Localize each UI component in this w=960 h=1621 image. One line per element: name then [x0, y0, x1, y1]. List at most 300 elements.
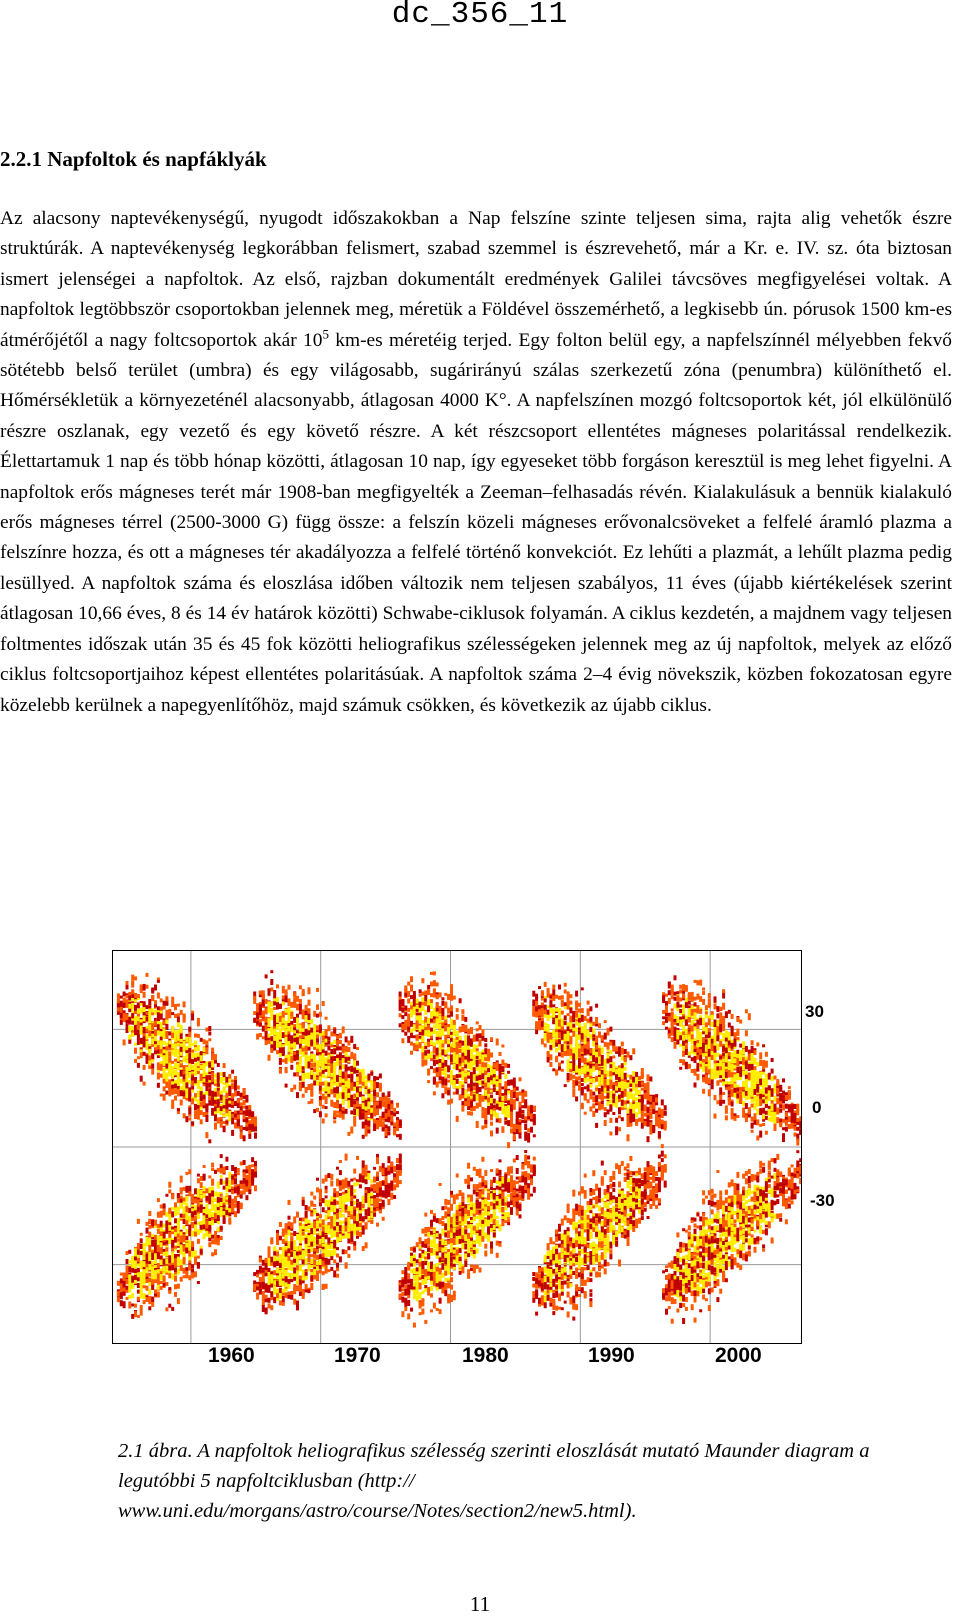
- sunspot-mark-cycle-1: [165, 1221, 168, 1227]
- sunspot-mark-cycle-1: [223, 1063, 226, 1068]
- sunspot-mark-cycle-2: [273, 1297, 276, 1303]
- sunspot-mark-cycle-3: [424, 1277, 427, 1282]
- sunspot-mark-cycle-2: [276, 1252, 279, 1257]
- sunspot-mark-cycle-2: [333, 1259, 336, 1263]
- sunspot-mark-cycle-2: [322, 1036, 325, 1041]
- sunspot-mark-cycle-1: [180, 1214, 183, 1218]
- sunspot-mark-cycle-1: [211, 1102, 214, 1106]
- sunspot-mark-cycle-3: [436, 982, 439, 986]
- sunspot-mark-cycle-3: [421, 978, 424, 983]
- sunspot-mark-cycle-1: [151, 1053, 154, 1059]
- sunspot-mark-cycle-1: [251, 1157, 254, 1162]
- sunspot-mark-cycle-2: [316, 1069, 319, 1075]
- sunspot-mark-cycle-2: [353, 1044, 356, 1049]
- sunspot-mark-cycle-3: [413, 1282, 416, 1287]
- sunspot-mark-cycle-2: [373, 1177, 376, 1183]
- sunspot-mark-cycle-1: [220, 1226, 223, 1230]
- sunspot-mark-cycle-1: [237, 1189, 240, 1195]
- sunspot-mark-cycle-1: [154, 1289, 157, 1293]
- sunspot-mark-cycle-1: [165, 1266, 168, 1273]
- sunspot-mark-cycle-3: [436, 1003, 439, 1008]
- sunspot-mark-cycle-2: [325, 1059, 328, 1064]
- sunspot-mark-cycle-1: [217, 1192, 220, 1198]
- sunspot-mark-cycle-1: [188, 1191, 191, 1196]
- sunspot-mark-cycle-1: [217, 1197, 220, 1200]
- sunspot-mark-cycle-1: [168, 1189, 171, 1193]
- sunspot-mark-cycle-1: [191, 1014, 194, 1021]
- sunspot-mark-cycle-1: [174, 1033, 177, 1040]
- sunspot-mark-cycle-2: [282, 1302, 285, 1306]
- sunspot-mark-cycle-1: [237, 1201, 240, 1206]
- sunspot-mark-cycle-3: [441, 1044, 444, 1048]
- sunspot-mark-cycle-2: [302, 1254, 305, 1260]
- sunspot-mark-cycle-1: [191, 1043, 194, 1046]
- sunspot-mark-cycle-2: [273, 1030, 276, 1035]
- sunspot-mark-cycle-2: [299, 985, 302, 989]
- sunspot-mark-cycle-2: [370, 1179, 373, 1183]
- sunspot-mark-cycle-1: [240, 1106, 243, 1110]
- sunspot-mark-cycle-2: [319, 1269, 322, 1273]
- sunspot-mark-cycle-1: [126, 1251, 129, 1255]
- sunspot-mark-cycle-3: [450, 1295, 453, 1302]
- sunspot-mark-cycle-2: [345, 1178, 348, 1184]
- sunspot-mark-cycle-1: [191, 1197, 194, 1203]
- sunspot-mark-cycle-2: [313, 1081, 316, 1086]
- sunspot-mark-cycle-2: [268, 1001, 271, 1007]
- sunspot-mark-cycle-3: [441, 1206, 444, 1210]
- sunspot-mark-cycle-3: [410, 995, 413, 999]
- sunspot-mark-cycle-1: [177, 1298, 180, 1304]
- sunspot-mark-cycle-3: [421, 1250, 424, 1254]
- sunspot-mark-cycle-2: [362, 1135, 365, 1139]
- sunspot-mark-cycle-1: [154, 1010, 157, 1015]
- sunspot-mark-cycle-1: [165, 1282, 168, 1286]
- sunspot-mark-cycle-1: [211, 1197, 214, 1202]
- sunspot-mark-cycle-3: [413, 1035, 416, 1038]
- sunspot-mark-cycle-2: [327, 1045, 330, 1050]
- sunspot-mark-cycle-3: [447, 1207, 450, 1213]
- sunspot-mark-cycle-2: [353, 1201, 356, 1205]
- sunspot-mark-cycle-2: [379, 1073, 382, 1078]
- sunspot-mark-cycle-1: [151, 1284, 154, 1290]
- sunspot-mark-cycle-2: [339, 1065, 342, 1069]
- sunspot-mark-cycle-2: [333, 1111, 336, 1118]
- sunspot-mark-cycle-1: [174, 1258, 177, 1265]
- sunspot-mark-cycle-1: [163, 1006, 166, 1010]
- sunspot-mark-cycle-2: [370, 1212, 373, 1218]
- sunspot-mark-cycle-2: [362, 1178, 365, 1183]
- sunspot-mark-cycle-2: [370, 1094, 373, 1100]
- sunspot-mark-cycle-2: [288, 1056, 291, 1062]
- sunspot-mark-cycle-2: [399, 1134, 402, 1140]
- sunspot-mark-cycle-1: [160, 1205, 163, 1209]
- sunspot-mark-cycle-1: [220, 1091, 223, 1095]
- sunspot-mark-cycle-3: [419, 1301, 422, 1307]
- sunspot-mark-cycle-2: [285, 1252, 288, 1257]
- sunspot-mark-cycle-1: [157, 1062, 160, 1068]
- sunspot-mark-cycle-1: [183, 1074, 186, 1079]
- sunspot-mark-cycle-3: [447, 1254, 450, 1260]
- sunspot-mark-cycle-3: [453, 1228, 456, 1233]
- sunspot-mark-cycle-2: [365, 1193, 368, 1200]
- sunspot-mark-cycle-2: [305, 1015, 308, 1022]
- sunspot-mark-cycle-2: [273, 1247, 276, 1250]
- sunspot-mark-cycle-3: [444, 1223, 447, 1230]
- sunspot-mark-cycle-1: [180, 1188, 183, 1195]
- sunspot-mark-cycle-2: [325, 1246, 328, 1251]
- sunspot-mark-cycle-2: [279, 1254, 282, 1260]
- sunspot-mark-cycle-1: [254, 1172, 257, 1178]
- sunspot-mark-cycle-1: [171, 1256, 174, 1263]
- sunspot-mark-cycle-2: [330, 1049, 333, 1054]
- sunspot-mark-cycle-2: [362, 1160, 365, 1167]
- sunspot-mark-cycle-1: [183, 1268, 186, 1274]
- sunspot-mark-cycle-3: [430, 1220, 433, 1227]
- sunspot-mark-cycle-2: [302, 991, 305, 996]
- sunspot-mark-cycle-2: [365, 1222, 368, 1225]
- sunspot-mark-cycle-2: [279, 1276, 282, 1280]
- sunspot-mark-cycle-3: [430, 1263, 433, 1269]
- sunspot-mark-cycle-2: [313, 1042, 316, 1047]
- sunspot-mark-cycle-2: [387, 1185, 390, 1189]
- sunspot-mark-cycle-1: [168, 1240, 171, 1244]
- sunspot-mark-cycle-3: [410, 1051, 413, 1055]
- sunspot-mark-cycle-1: [137, 1016, 140, 1019]
- sunspot-mark-cycle-1: [174, 1234, 177, 1237]
- sunspot-mark-cycle-2: [305, 1258, 308, 1264]
- sunspot-mark-cycle-1: [197, 1021, 200, 1026]
- sunspot-mark-cycle-3: [441, 1049, 444, 1055]
- sunspot-mark-cycle-2: [336, 1191, 339, 1197]
- sunspot-mark-cycle-1: [171, 1026, 174, 1033]
- sunspot-mark-cycle-1: [143, 992, 146, 998]
- sunspot-mark-cycle-2: [382, 1163, 385, 1169]
- sunspot-mark-cycle-2: [347, 1040, 350, 1045]
- sunspot-mark-cycle-2: [313, 1204, 316, 1207]
- sunspot-mark-cycle-1: [177, 1198, 180, 1203]
- sunspot-mark-cycle-1: [143, 1252, 146, 1256]
- sunspot-mark-cycle-2: [308, 1207, 311, 1211]
- sunspot-mark-cycle-1: [194, 1065, 197, 1071]
- sunspot-mark-cycle-1: [157, 1229, 160, 1234]
- sunspot-mark-cycle-1: [200, 1110, 203, 1115]
- sunspot-mark-cycle-2: [333, 1056, 336, 1061]
- sunspot-mark-cycle-2: [396, 1120, 399, 1125]
- sunspot-mark-cycle-1: [223, 1126, 226, 1130]
- sunspot-mark-cycle-1: [211, 1187, 214, 1191]
- sunspot-mark-cycle-2: [313, 1221, 316, 1228]
- sunspot-mark-cycle-2: [268, 1262, 271, 1266]
- sunspot-mark-cycle-1: [165, 1015, 168, 1021]
- sunspot-mark-cycle-1: [143, 1261, 146, 1267]
- sunspot-mark-cycle-2: [296, 1257, 299, 1261]
- sunspot-mark-cycle-1: [160, 1211, 163, 1218]
- sunspot-mark-cycle-1: [183, 1198, 186, 1202]
- sunspot-mark-cycle-2: [282, 1289, 285, 1293]
- sunspot-mark-cycle-1: [180, 1100, 183, 1106]
- sunspot-mark-cycle-1: [171, 1194, 174, 1199]
- sunspot-mark-cycle-2: [345, 1046, 348, 1052]
- sunspot-mark-cycle-2: [305, 1226, 308, 1230]
- sunspot-mark-cycle-2: [268, 1268, 271, 1272]
- sunspot-mark-cycle-3: [439, 1283, 442, 1288]
- sunspot-mark-cycle-2: [285, 1270, 288, 1276]
- sunspot-mark-cycle-2: [316, 1035, 319, 1039]
- sunspot-mark-cycle-3: [450, 1249, 453, 1253]
- sunspot-mark-cycle-2: [296, 1274, 299, 1281]
- sunspot-mark-cycle-3: [450, 1078, 453, 1085]
- sunspot-mark-cycle-3: [436, 1218, 439, 1223]
- sunspot-mark-cycle-2: [336, 1247, 339, 1250]
- sunspot-mark-cycle-3: [436, 1018, 439, 1025]
- sunspot-mark-cycle-2: [282, 1247, 285, 1254]
- sunspot-mark-cycle-2: [373, 1098, 376, 1102]
- sunspot-mark-cycle-1: [171, 1274, 174, 1280]
- sunspot-mark-cycle-3: [404, 1006, 407, 1011]
- sunspot-mark-cycle-2: [350, 1231, 353, 1237]
- sunspot-mark-cycle-2: [396, 1165, 399, 1170]
- sunspot-mark-cycle-2: [276, 1016, 279, 1021]
- sunspot-mark-cycle-1: [183, 1041, 186, 1047]
- sunspot-mark-cycle-2: [325, 1235, 328, 1239]
- sunspot-mark-cycle-3: [427, 1039, 430, 1042]
- sunspot-mark-cycle-2: [350, 1201, 353, 1206]
- sunspot-mark-cycle-1: [183, 1257, 186, 1264]
- sunspot-mark-cycle-2: [285, 1029, 288, 1035]
- sunspot-mark-cycle-3: [433, 982, 436, 986]
- sunspot-mark-cycle-3: [430, 1286, 433, 1291]
- sunspot-mark-cycle-1: [137, 1056, 140, 1059]
- sunspot-mark-cycle-3: [453, 1195, 456, 1200]
- sunspot-mark-cycle-3: [444, 1073, 447, 1077]
- sunspot-mark-cycle-1: [146, 1012, 149, 1015]
- sunspot-mark-cycle-1: [205, 1115, 208, 1122]
- sunspot-mark-cycle-2: [379, 1101, 382, 1106]
- sunspot-mark-cycle-2: [396, 1176, 399, 1180]
- sunspot-mark-cycle-1: [183, 1014, 186, 1020]
- sunspot-mark-cycle-2: [310, 1028, 313, 1033]
- sunspot-mark-cycle-2: [393, 1166, 396, 1171]
- sunspot-mark-cycle-2: [319, 1055, 322, 1061]
- sunspot-mark-cycle-3: [444, 1290, 447, 1296]
- sunspot-mark-cycle-1: [183, 1187, 186, 1191]
- sunspot-mark-cycle-3: [424, 991, 427, 995]
- sunspot-mark-cycle-1: [171, 1307, 174, 1311]
- sunspot-mark-cycle-1: [120, 1278, 123, 1283]
- sunspot-mark-cycle-2: [282, 1011, 285, 1018]
- sunspot-mark-cycle-2: [305, 1244, 308, 1249]
- sunspot-mark-cycle-2: [276, 1006, 279, 1010]
- sunspot-mark-cycle-1: [154, 1036, 157, 1040]
- sunspot-mark-cycle-1: [203, 1165, 206, 1168]
- sunspot-mark-cycle-2: [310, 1228, 313, 1234]
- sunspot-mark-cycle-1: [203, 1047, 206, 1052]
- sunspot-mark-cycle-1: [217, 1099, 220, 1105]
- sunspot-mark-cycle-2: [270, 1003, 273, 1007]
- sunspot-mark-cycle-1: [205, 1047, 208, 1054]
- sunspot-mark-cycle-2: [379, 1117, 382, 1122]
- sunspot-mark-cycle-1: [220, 1179, 223, 1185]
- sunspot-mark-cycle-3: [441, 1058, 444, 1063]
- sunspot-mark-cycle-1: [171, 1061, 174, 1064]
- sunspot-mark-cycle-2: [313, 1196, 316, 1200]
- sunspot-mark-cycle-2: [276, 1042, 279, 1048]
- sunspot-mark-cycle-1: [160, 1074, 163, 1078]
- sunspot-mark-cycle-2: [302, 1094, 305, 1098]
- sunspot-mark-cycle-1: [234, 1091, 237, 1097]
- sunspot-mark-cycle-1: [137, 1297, 140, 1301]
- sunspot-mark-cycle-1: [211, 1179, 214, 1185]
- sunspot-mark-cycle-2: [362, 1168, 365, 1174]
- sunspot-mark-cycle-2: [308, 1237, 311, 1243]
- sunspot-mark-cycle-2: [302, 1015, 305, 1019]
- sunspot-mark-cycle-2: [308, 1219, 311, 1223]
- sunspot-mark-cycle-1: [203, 1224, 206, 1229]
- sunspot-mark-cycle-1: [168, 1040, 171, 1044]
- sunspot-mark-cycle-1: [148, 1049, 151, 1055]
- sunspot-mark-cycle-2: [305, 1249, 308, 1256]
- sunspot-mark-cycle-1: [211, 1222, 214, 1225]
- sunspot-mark-cycle-2: [268, 1277, 271, 1282]
- sunspot-mark-cycle-1: [240, 1093, 243, 1097]
- sunspot-mark-cycle-2: [319, 1220, 322, 1224]
- sunspot-mark-cycle-1: [220, 1202, 223, 1206]
- sunspot-mark-cycle-1: [231, 1130, 234, 1136]
- sunspot-mark-cycle-3: [427, 1080, 430, 1083]
- sunspot-mark-cycle-1: [220, 1121, 223, 1128]
- sunspot-mark-cycle-2: [290, 1241, 293, 1247]
- sunspot-mark-cycle-1: [200, 1190, 203, 1194]
- sunspot-mark-cycle-2: [310, 1040, 313, 1046]
- sunspot-mark-cycle-1: [237, 1172, 240, 1175]
- sunspot-mark-cycle-2: [339, 1160, 342, 1163]
- sunspot-mark-cycle-2: [376, 1223, 379, 1227]
- sunspot-mark-cycle-3: [447, 1261, 450, 1266]
- sunspot-mark-cycle-2: [367, 1130, 370, 1134]
- sunspot-mark-cycle-1: [245, 1118, 248, 1123]
- sunspot-mark-cycle-1: [131, 1003, 134, 1010]
- sunspot-mark-cycle-2: [385, 1185, 388, 1192]
- sunspot-mark-cycle-3: [401, 1279, 404, 1283]
- sunspot-mark-cycle-1: [126, 1014, 129, 1020]
- sunspot-mark-cycle-1: [197, 1081, 200, 1084]
- sunspot-mark-cycle-1: [220, 1211, 223, 1217]
- sunspot-mark-cycle-2: [270, 1274, 273, 1279]
- sunspot-mark-cycle-2: [373, 1090, 376, 1096]
- sunspot-mark-cycle-2: [305, 1087, 308, 1090]
- sunspot-mark-cycle-1: [174, 1014, 177, 1018]
- sunspot-mark-cycle-2: [327, 1082, 330, 1086]
- sunspot-mark-cycle-1: [211, 1212, 214, 1217]
- sunspot-mark-cycle-1: [140, 1003, 143, 1006]
- sunspot-mark-cycle-1: [157, 1263, 160, 1268]
- sunspot-mark-cycle-2: [333, 1078, 336, 1082]
- sunspot-mark-cycle-3: [416, 999, 419, 1004]
- sunspot-mark-cycle-1: [188, 1067, 191, 1070]
- sunspot-mark-cycle-2: [305, 1031, 308, 1035]
- sunspot-mark-cycle-2: [382, 1102, 385, 1107]
- sunspot-mark-cycle-3: [427, 1238, 430, 1245]
- sunspot-mark-cycle-3: [430, 1052, 433, 1056]
- sunspot-mark-cycle-3: [430, 1210, 433, 1214]
- sunspot-mark-cycle-2: [336, 1087, 339, 1094]
- sunspot-mark-cycle-1: [223, 1167, 226, 1174]
- sunspot-mark-cycle-2: [325, 1076, 328, 1079]
- sunspot-mark-cycle-1: [251, 1111, 254, 1115]
- sunspot-mark-cycle-2: [268, 1247, 271, 1251]
- sunspot-mark-cycle-1: [157, 1224, 160, 1228]
- sunspot-mark-cycle-2: [290, 1223, 293, 1227]
- sunspot-mark-cycle-2: [285, 1292, 288, 1296]
- sunspot-mark-cycle-2: [356, 1070, 359, 1073]
- sunspot-mark-cycle-1: [131, 991, 134, 994]
- sunspot-mark-cycle-2: [293, 992, 296, 997]
- sunspot-mark-cycle-3: [453, 1218, 456, 1225]
- sunspot-mark-cycle-1: [146, 1029, 149, 1033]
- sunspot-mark-cycle-2: [370, 1087, 373, 1091]
- sunspot-mark-cycle-2: [373, 1107, 376, 1112]
- sunspot-mark-cycle-3: [407, 1027, 410, 1031]
- sunspot-mark-cycle-3: [410, 1264, 413, 1267]
- sunspot-mark-cycle-2: [322, 1062, 325, 1066]
- sunspot-mark-cycle-1: [223, 1114, 226, 1117]
- sunspot-mark-cycle-3: [450, 1228, 453, 1233]
- sunspot-mark-cycle-2: [336, 1237, 339, 1243]
- sunspot-mark-cycle-2: [313, 1254, 316, 1259]
- sunspot-mark-cycle-1: [203, 1209, 206, 1213]
- sunspot-mark-cycle-1: [157, 1050, 160, 1054]
- sunspot-mark-cycle-2: [282, 1239, 285, 1244]
- sunspot-mark-cycle-1: [185, 1094, 188, 1098]
- sunspot-mark-cycle-1: [205, 1040, 208, 1045]
- sunspot-mark-cycle-1: [134, 1005, 137, 1011]
- sunspot-mark-cycle-3: [424, 1320, 427, 1324]
- sunspot-mark-cycle-1: [128, 1295, 131, 1299]
- sunspot-mark-cycle-1: [180, 1052, 183, 1056]
- sunspot-mark-cycle-2: [316, 1081, 319, 1086]
- sunspot-mark-cycle-3: [424, 1003, 427, 1006]
- sunspot-mark-cycle-2: [365, 1242, 368, 1248]
- sunspot-mark-cycle-2: [319, 1202, 322, 1206]
- sunspot-mark-cycle-2: [290, 1236, 293, 1242]
- sunspot-mark-cycle-1: [151, 1068, 154, 1075]
- sunspot-mark-cycle-1: [163, 1074, 166, 1079]
- sunspot-mark-cycle-2: [350, 1127, 353, 1134]
- sunspot-mark-cycle-2: [285, 998, 288, 1002]
- sunspot-mark-cycle-2: [296, 1092, 299, 1098]
- sunspot-mark-cycle-2: [322, 1082, 325, 1086]
- sunspot-mark-cycle-3: [453, 1294, 456, 1300]
- sunspot-mark-cycle-1: [248, 1189, 251, 1194]
- sunspot-mark-cycle-2: [359, 1214, 362, 1221]
- sunspot-mark-cycle-1: [154, 1220, 157, 1226]
- sunspot-mark-cycle-1: [137, 1250, 140, 1255]
- sunspot-mark-cycle-2: [330, 1088, 333, 1094]
- sunspot-mark-cycle-3: [427, 1287, 430, 1290]
- sunspot-mark-cycle-2: [327, 1072, 330, 1077]
- sunspot-mark-cycle-3: [427, 1054, 430, 1059]
- sunspot-mark-cycle-3: [404, 1285, 407, 1289]
- sunspot-mark-cycle-1: [146, 1055, 149, 1061]
- sunspot-mark-cycle-1: [180, 1176, 183, 1183]
- sunspot-mark-cycle-1: [197, 1174, 200, 1177]
- sunspot-mark-cycle-1: [154, 1253, 157, 1259]
- sunspot-mark-cycle-1: [197, 1199, 200, 1206]
- sunspot-mark-cycle-3: [416, 1284, 419, 1290]
- sunspot-mark-cycle-2: [399, 1158, 402, 1163]
- sunspot-mark-cycle-2: [345, 1250, 348, 1254]
- sunspot-mark-cycle-2: [339, 1112, 342, 1115]
